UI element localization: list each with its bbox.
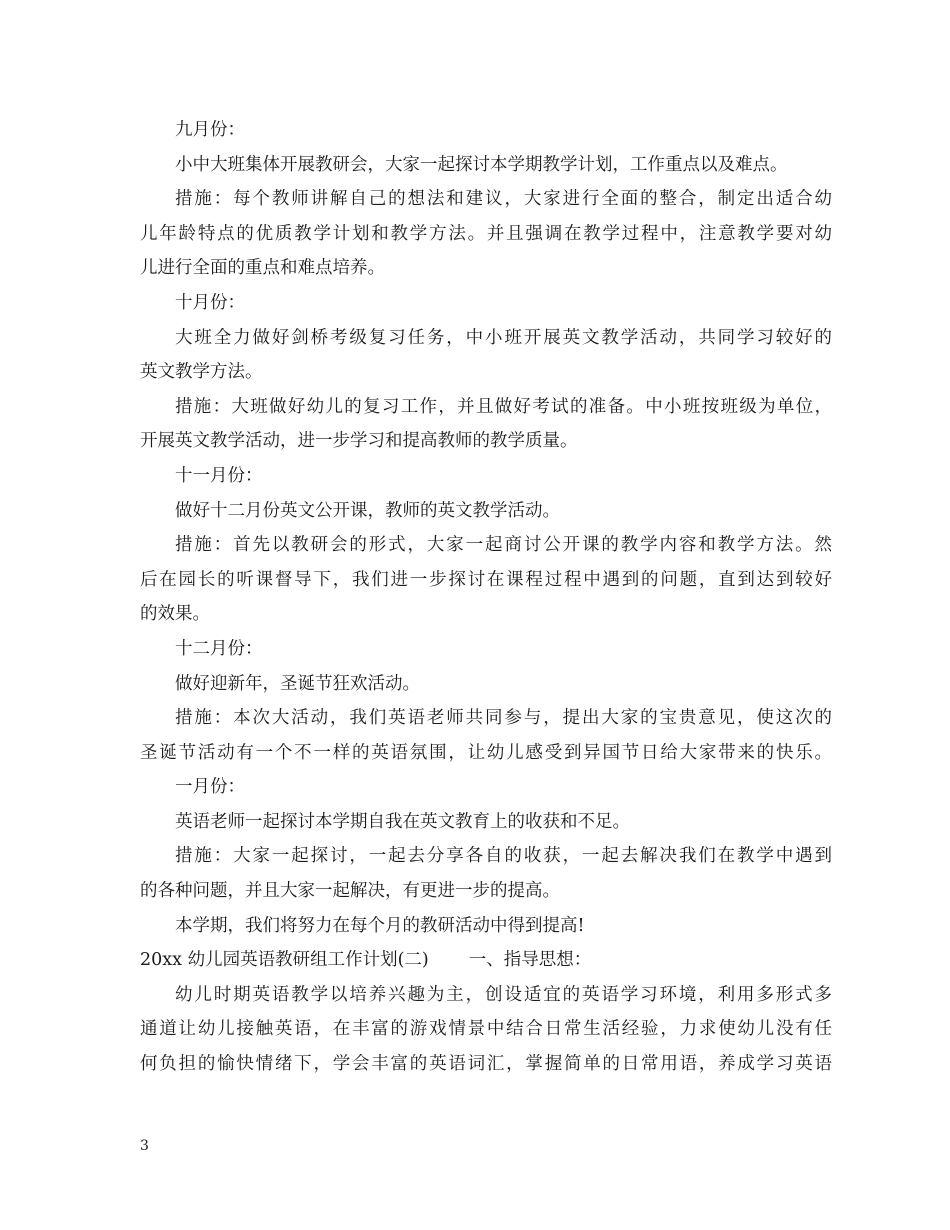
text-line: 措施：首先以教研会的形式，大家一起商讨公开课的教学内容和教学方法。然 [175,535,832,556]
text-line: 的效果。 [140,604,210,625]
text-line: 后在园长的听课督导下，我们进一步探讨在课程过程中遇到的问题，直到达到较好 [140,569,832,590]
text-line: 儿年龄特点的优质教学计划和教学方法。并且强调在教学过程中，注意教学要对幼 [140,223,832,244]
text-line: 措施：每个教师讲解自己的想法和建议，大家进行全面的整合，制定出适合幼 [175,189,832,210]
text-line: 措施：大班做好幼儿的复习工作，并且做好考试的准备。中小班按班级为单位， [175,396,832,417]
text-line: 小中大班集体开展教研会，大家一起探讨本学期教学计划，工作重点以及难点。 [175,154,788,175]
text-line: 何负担的愉快情绪下，学会丰富的英语词汇，掌握简单的日常用语，养成学习英语 [140,1054,832,1075]
paragraphs-guiding-thought [140,978,832,1082]
text-line: 十月份： [175,292,245,313]
text-line: 本学期，我们将努力在每个月的教研活动中得到提高! [175,915,585,936]
text-line: 一月份： [175,777,245,798]
text-line: 措施：大家一起探讨，一起去分享各自的收获，一起去解决我们在教学中遇到 [175,846,832,867]
text-line: 九月份： [175,120,245,140]
text-line: 十一月份： [175,465,263,486]
text-line: 的各种问题，并且大家一起解决，有更进一步的提高。 [140,881,560,902]
text-line: 英文教学方法。 [140,362,263,383]
section-heading: 一、指导思想： [468,950,592,971]
text-line: 做好十二月份英文公开课，教师的英文教学活动。 [175,500,560,521]
page-number: 3 [140,1138,149,1154]
text-line: 儿进行全面的重点和难点培养。 [140,258,385,279]
text-line: 大班全力做好剑桥考级复习任务，中小班开展英文教学活动，共同学习较好的 [175,327,832,348]
text-line: 通道让幼儿接触英语，在丰富的游戏情景中结合日常生活经验，力求使幼儿没有任 [140,1019,832,1040]
text-line: 幼儿时期英语教学以培养兴趣为主，创设适宜的英语学习环境，利用多形式多 [175,984,832,1005]
paragraphs-monthly-plan [140,113,832,943]
text-line: 英语老师一起探讨本学期自我在英文教育上的收获和不足。 [175,811,630,832]
plan-title: 20xx 幼儿园英语教研组工作计划(二) [140,950,429,971]
plan-title-line [140,943,832,978]
text-line: 措施：本次大活动，我们英语老师共同参与，提出大家的宝贵意见，使这次的 [175,708,832,729]
text-line: 圣诞节活动有一个不一样的英语氛围，让幼儿感受到异国节日给大家带来的快乐。 [140,742,832,763]
text-line: 做好迎新年，圣诞节狂欢活动。 [175,673,420,694]
document-body [140,113,832,1082]
text-line: 十二月份： [175,638,263,659]
text-line: 开展英文教学活动，进一步学习和提高教师的教学质量。 [140,431,578,452]
